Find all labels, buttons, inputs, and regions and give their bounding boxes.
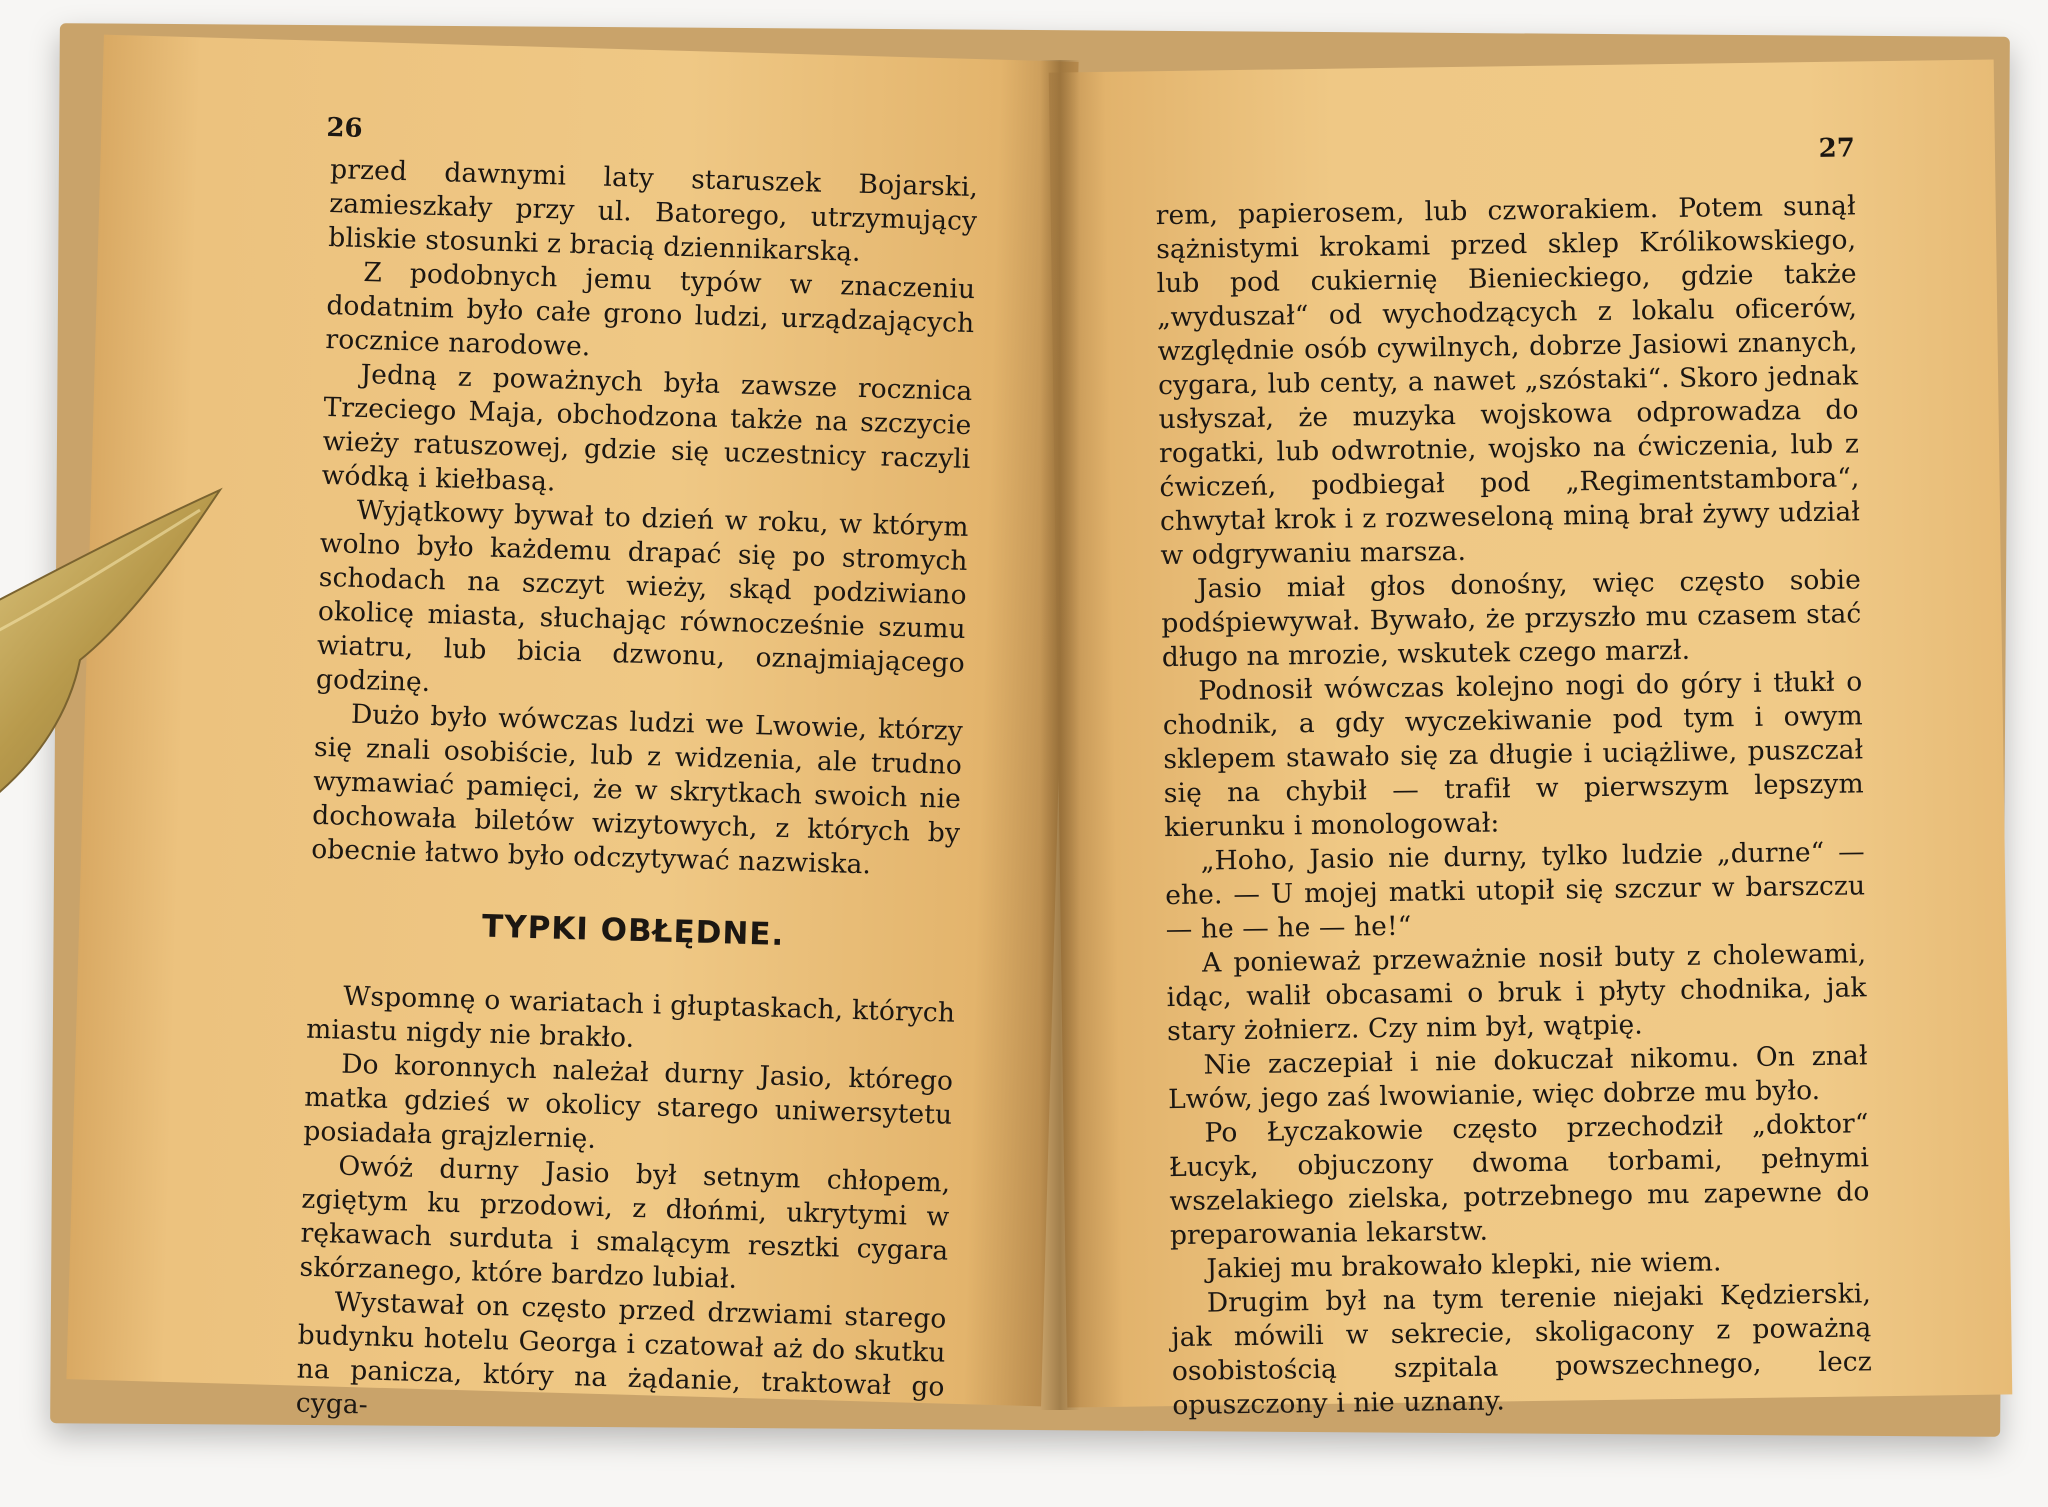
paragraph: Drugim był na tym terenie niejaki Kędzierski, jak mówili w sekrecie, skoligacony z poważną osobistością szpitala powszechnego, lecz opuszczony i nie uznany. [1171, 1278, 1873, 1422]
chapter-heading: TYPKI OBŁĘDNE. [481, 908, 785, 953]
paragraph: Po Łyczakowie często przechodził „doktor“ Łucyk, objuczony dwoma torbami, pełnymi wszelakiego zielska, potrzebnego mu zapewne do preparowania lekarstw. [1168, 1108, 1870, 1252]
paragraph: Dużo było wówczas ludzi we Lwowie, którzy się znali osobiście, lub z widzenia, ale trudno wymawiać pamięci, że w skrytkach swoich nie dochowała biletów wizytowych, z których by obecnie łatwo było odczytywać nazwiska. [310, 698, 964, 881]
left-page-text [295, 153, 978, 1439]
paragraph: Do koronnych należał durny Jasio, którego matka gdzieś w okolicy starego uniwersytetu posiadała grajzlernię. [302, 1048, 954, 1155]
paragraph: Jasio miał głos donośny, więc często sobie podśpiewywał. Bywało, że przyszło mu czasem stać długo na mrozie, wskutek czego marzł. [1161, 564, 1862, 674]
right-page [1049, 59, 2013, 1422]
paragraph: Z podobnych jemu typów w znaczeniu dodatnim było całe grono ludzi, urządzających rocznice narodowe. [325, 256, 976, 363]
paragraph: rem, papierosem, lub czworakiem. Potem sunął sążnistymi krokami przed sklep Królikowskiego, lub pod cukiernię Bienieckiego, gdzie także „wyduszał“ od wychodzących z lokalu oficerów, względnie osób cywilnych, dobrze Jasiowi znanych, cygara, lub centy, a nawet „szóstaki“. Skoro jednak usłyszał, że muzyka wojskowa odprowadza do rogatki, lub odwrotnie, wojsko na ćwiczenia, lub z ćwiczeń, podbiegał pod „Regimentstambora“, chwytał krok i z rozweseloną miną brał żywy udział w odgrywaniu marsza. [1155, 190, 1861, 572]
left-page [66, 35, 1078, 1421]
paragraph: Wspomnę o wariatach i głuptaskach, których miastu nigdy nie brakło. [305, 980, 956, 1054]
right-page-text [1156, 189, 1873, 1423]
book-gutter-shadow [1040, 60, 1080, 1410]
paragraph: przed dawnymi laty staruszek Bojarski, zamieszkały przy ul. Batorego, utrzymujący bliskie stosunki z bracią dziennikarską. [327, 154, 979, 268]
paragraph: „Hoho, Jasio nie durny, tylko ludzie „durne“ — ehe. — U mojej matki utopił się szczur w barszczu — he — he — he!“ [1165, 836, 1866, 946]
paragraph: A ponieważ przeważnie nosił buty z cholewami, idąc, walił obcasami o bruk i płyty chodnika, jak stary żołnierz. Czy nim był, wątpię. [1166, 938, 1867, 1048]
paragraph: Jakiej mu brakowało klepki, nie wiem. [1206, 1246, 1722, 1285]
paragraph: Jedną z poważnych była zawsze rocznica Trzeciego Maja, obchodzona także na szczycie wieży ratuszowej, gdzie się uczestnicy raczyli wódką i kiełbasą. [321, 358, 973, 498]
paragraph: Wystawał on często przed drzwiami starego budynku hotelu Georga i czatował aż do skutku na panicza, który na żądanie, traktował go cyga- [295, 1286, 947, 1421]
right-page-number: 27 [1818, 133, 1856, 164]
paragraph: Nie zaczepiał i nie dokuczał nikomu. On znał Lwów, jego zaś lwowianie, więc dobrze mu było. [1167, 1040, 1868, 1116]
paragraph: Owóż durny Jasio był setnym chłopem, zgiętym ku przodowi, z dłońmi, ukrytymi w rękawach surduta i smalącym resztki cygara skórzanego, które bardzo lubiał. [299, 1150, 951, 1295]
paragraph: Wyjątkowy bywał to dzień w roku, w którym wolno było każdemu drapać się po stromych schodach na szczyt wieży, skąd podziwiano okolicę miasta, słuchając równocześnie szumu wiatru, lub bicia dzwonu, oznajmiającego godzinę. [315, 494, 969, 699]
paragraph: Podnosił wówczas kolejno nogi do góry i tłukł o chodnik, a gdy wyczekiwanie pod tym i owym sklepem stawało się za długie i uciążliwe, puszczał się na chybił — trafił w pierwszym lepszym kierunku i monologował: [1162, 666, 1864, 844]
left-page-number: 26 [326, 112, 364, 144]
